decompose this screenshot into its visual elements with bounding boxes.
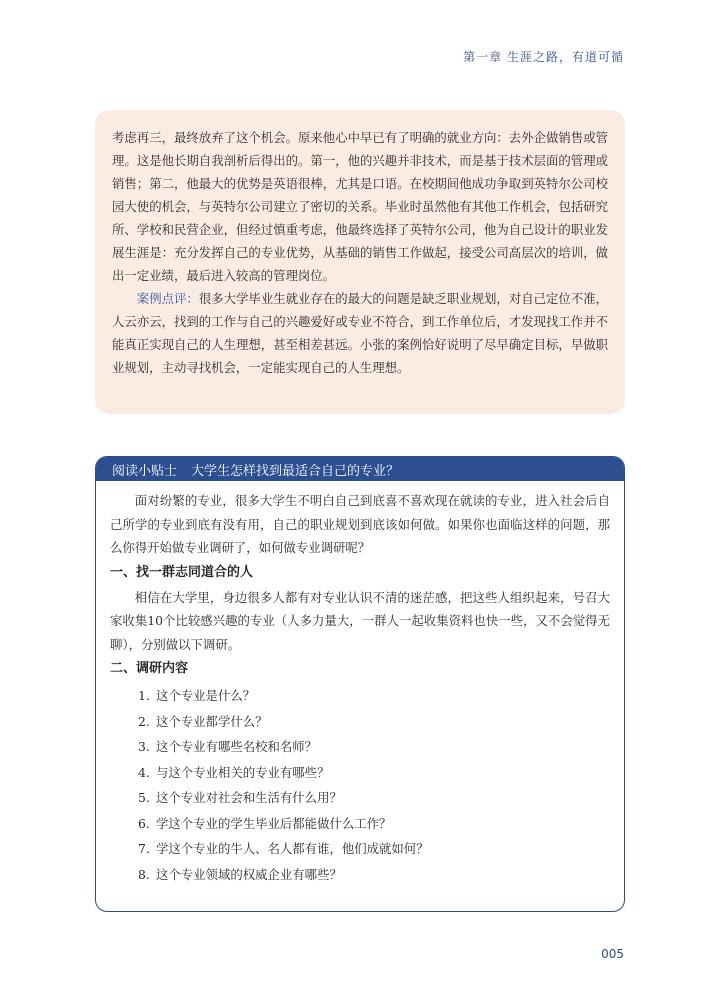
- list-item-number: 5.: [138, 790, 150, 805]
- list-item: [138, 836, 610, 862]
- list-item-text: 与这个专业相关的专业有哪些？: [156, 764, 330, 780]
- tip-intro-paragraph: 面对纷繁的专业，很多大学生不明白自己到底喜不喜欢现在就读的专业，进入社会后自己所学的专业到底有没有用，自己的职业规划到底该如何做。如果你也面临这样的问题，那么你得开始做专业调研了，如何做专业调研呢？: [110, 493, 610, 555]
- reading-tip-box: [95, 456, 625, 912]
- list-item-number: 3.: [138, 739, 150, 754]
- tip-header: [96, 457, 624, 481]
- case-comment-paragraph: [112, 287, 608, 379]
- list-item-text: 这个专业是什么？: [156, 688, 256, 703]
- list-item-number: 1.: [138, 688, 150, 703]
- list-item-number: 4.: [138, 764, 150, 780]
- list-item: [138, 760, 610, 786]
- list-item: [138, 785, 610, 811]
- tip-title: 大学生怎样找到最适合自己的专业？: [191, 463, 400, 479]
- list-item: [138, 709, 610, 735]
- case-study-box: [95, 110, 625, 414]
- list-item-text: 这个专业领域的权威企业有哪些？: [156, 866, 342, 882]
- list-item-text: 这个专业对社会和生活有什么用？: [156, 790, 342, 805]
- list-item-number: 8.: [138, 866, 150, 882]
- case-comment-label: 案例点评：: [136, 291, 199, 306]
- running-header: 第一章 生涯之路，有道可循: [463, 50, 624, 64]
- list-item: [138, 734, 610, 760]
- case-paragraph: 考虑再三，最终放弃了这个机会。原来他心中早已有了明确的就业方向：去外企做销售或管理。这是他长期自我剖析后得出的。第一，他的兴趣并非技术，而是基于技术层面的管理或销售；第二，他最大的优势是英语很棒，尤其是口语。在校期间他成功争取到英特尔公司校园大使的机会，与英特尔公司建立了密切的关系。毕业时虽然他有其他工作机会，包括研究所、学校和民营企业，但经过慎重考虑，他最终选择了英特尔公司，他为自己设计的职业发展生涯是：充分发挥自己的专业优势，从基础的销售工作做起，接受公司高层次的培训，做出一定业绩，最后进入较高的管理岗位。: [112, 130, 608, 283]
- list-item: [138, 811, 610, 837]
- page-number: 005: [601, 947, 624, 961]
- list-item-text: 这个专业有哪些名校和名师？: [156, 739, 318, 754]
- list-item-text: 学这个专业的牛人、名人都有谁，他们成就如何？: [156, 841, 429, 856]
- list-item-number: 7.: [138, 841, 150, 856]
- list-item-text: 这个专业都学什么？: [156, 713, 268, 729]
- case-comment-text: 很多大学毕业生就业存在的最大的问题是缺乏职业规划，对自己定位不准，人云亦云，找到的工作与自己的兴趣爱好或专业不符合，到工作单位后，才发现找工作并不能真正实现自己的人生理想，甚至相差甚远。小张的案例恰好说明了尽早确定目标，早做职业规划，主动寻找机会，一定能实现自己的人生理想。: [112, 291, 609, 375]
- list-item-number: 6.: [138, 815, 150, 831]
- list-item-number: 2.: [138, 713, 150, 729]
- tip-tag: 阅读小贴士: [112, 463, 178, 479]
- section1-paragraph: 相信在大学里，身边很多人都有对专业认识不清的迷茫感，把这些人组织起来，号召大家收集10个比较感兴趣的专业（人多力量大，一群人一起收集资料也快一些，又不会觉得无聊），分别做以下调研。: [110, 589, 610, 652]
- section2-heading: 二、调研内容: [110, 661, 189, 676]
- list-item: [138, 683, 610, 709]
- section1-heading: 一、找一群志同道合的人: [110, 564, 254, 580]
- list-item: [138, 862, 610, 888]
- tip-body: [96, 481, 624, 887]
- research-list: [110, 683, 610, 887]
- list-item-text: 学这个专业的学生毕业后都能做什么工作？: [156, 815, 392, 831]
